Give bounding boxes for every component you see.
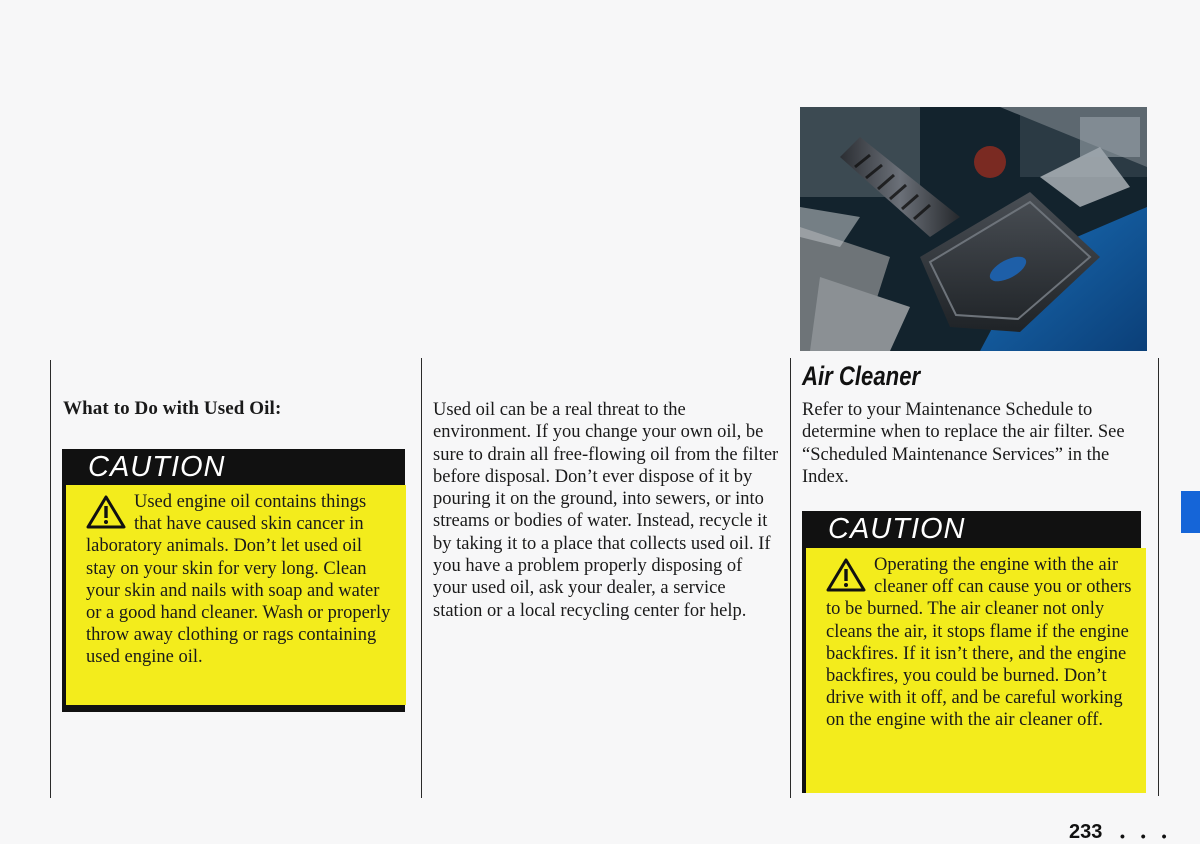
air-cleaner-paragraph: Refer to your Maintenance Schedule to determine when to replace the air filter. See “Scheduled Maintenance Services” in the Index. bbox=[802, 400, 1125, 487]
caution-box-used-oil bbox=[62, 449, 405, 712]
caution-title: CAUTION bbox=[88, 451, 226, 483]
caution-text: Used engine oil contains things that have caused skin cancer in laboratory animals. Don’t let used oil stay on your skin for very long. Clean your skin and nails with soap and water or a good hand cleaner. Wash or properly throw away clothing or rags containing used engine oil. bbox=[86, 492, 391, 668]
used-oil-paragraph: Used oil can be a real threat to the environment. If you change your own oil, be sure to drain all free-flowing oil from the filter before disposal. Don’t ever dispose of it by pouring it on the ground, into sewers, or into streams or bodies of water. Instead, recycle it by taking it to a place that collects used oil. If you have a problem properly disposing of your used oil, ask your dealer, a service station or a local recycling center for help. bbox=[433, 400, 779, 621]
engine-photo-illustration bbox=[800, 107, 1147, 351]
page-dots: • • • bbox=[1120, 828, 1173, 844]
engine-air-cleaner-photo bbox=[800, 107, 1147, 351]
air-cleaner-heading: Air Cleaner bbox=[802, 361, 921, 391]
caution-body bbox=[806, 548, 1146, 793]
caution-text: Operating the engine with the air cleaner off can cause you or others to be burned. The air cleaner not only cleans the air, it stops flame if the engine backfires. If it isn’t there, and the engine backfires, you could be burned. Don’t drive with it off, and be careful working on the engine with the air cleaner off. bbox=[826, 555, 1132, 731]
caution-title: CAUTION bbox=[828, 513, 966, 545]
warning-triangle-icon bbox=[826, 558, 866, 592]
page-number: 233 bbox=[1069, 821, 1103, 843]
column-rule-left bbox=[50, 360, 51, 798]
column-rule-far-right bbox=[1158, 358, 1159, 796]
column-rule-middle bbox=[421, 358, 422, 798]
air-cleaner-intro-text bbox=[802, 399, 1147, 488]
caution-box-air-cleaner bbox=[802, 511, 1141, 793]
caution-body bbox=[66, 485, 406, 705]
used-oil-heading: What to Do with Used Oil: bbox=[63, 398, 282, 419]
used-oil-recycling-text bbox=[433, 399, 779, 622]
section-edge-tab bbox=[1181, 491, 1200, 533]
warning-triangle-icon bbox=[86, 495, 126, 529]
column-rule-right bbox=[790, 358, 791, 798]
